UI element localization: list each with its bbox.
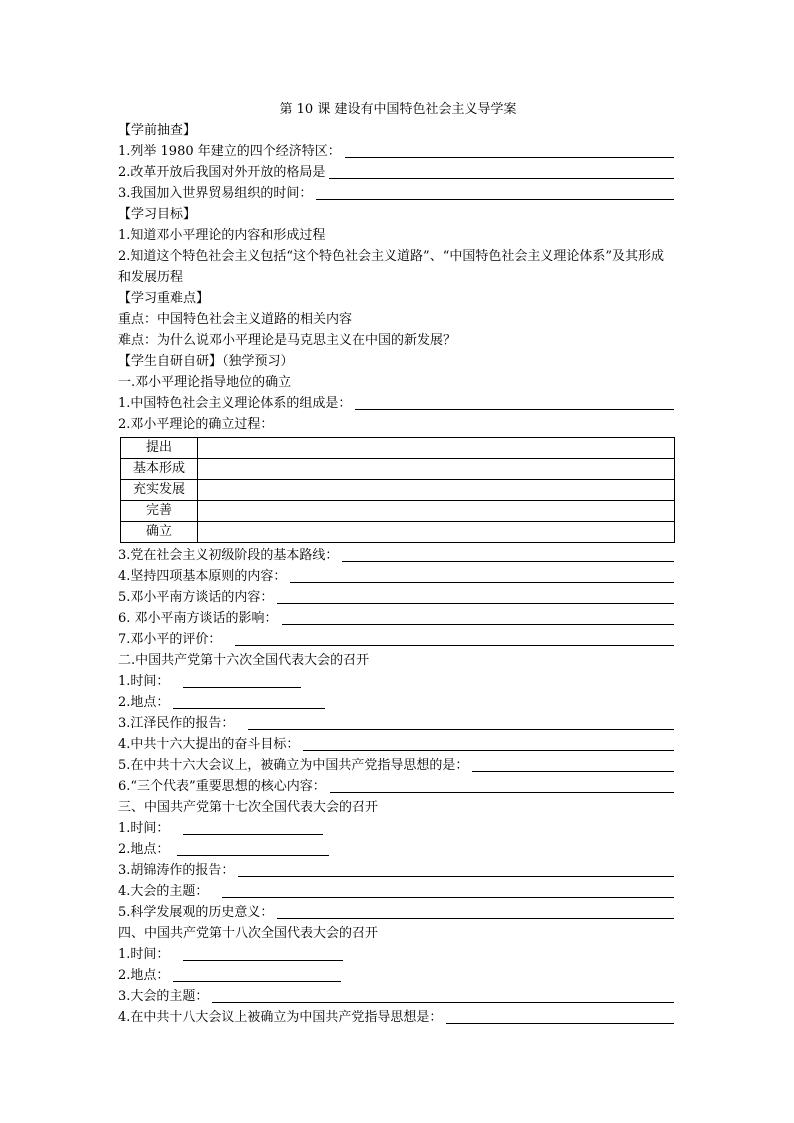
section-pre-check: 【学前抽查】 — [118, 123, 197, 138]
part1-q6: 6. 邓小平南方谈话的影响： — [118, 608, 674, 629]
section-key-points: 【学习重难点】 — [118, 291, 210, 306]
part4-q3: 3.大会的主题： — [118, 986, 674, 1007]
part3-q3: 3.胡锦涛作的报告： — [118, 860, 674, 881]
row-label: 充实发展 — [121, 480, 198, 501]
table-row — [121, 459, 675, 480]
answer-blank[interactable] — [277, 904, 674, 919]
answer-blank[interactable] — [355, 395, 674, 410]
answer-blank[interactable] — [222, 883, 674, 898]
part1-heading: 一.邓小平理论指导地位的确立 — [118, 375, 292, 390]
answer-blank[interactable] — [173, 967, 341, 982]
answer-blank[interactable] — [342, 547, 674, 562]
row-label: 提出 — [121, 438, 198, 459]
answer-blank[interactable] — [177, 841, 329, 856]
answer-blank[interactable] — [316, 185, 674, 200]
answer-cell[interactable] — [198, 522, 675, 543]
part1-q3: 3.党在社会主义初级阶段的基本路线： — [118, 545, 674, 566]
row-label: 完善 — [121, 501, 198, 522]
pre-check-q2: 2.改革开放后我国对外开放的格局是 — [118, 162, 674, 183]
table-row — [121, 522, 675, 543]
part2-q5: 5.在中共十六大会议上，被确立为中国共产党指导思想的是： — [118, 755, 674, 776]
answer-blank[interactable] — [173, 694, 325, 709]
answer-blank[interactable] — [212, 988, 674, 1003]
part3-q2: 2.地点： — [118, 839, 674, 860]
answer-blank[interactable] — [290, 568, 674, 583]
part4-q2: 2.地点： — [118, 965, 674, 986]
answer-blank[interactable] — [248, 715, 674, 730]
answer-cell[interactable] — [198, 480, 675, 501]
row-label: 基本形成 — [121, 459, 198, 480]
answer-cell[interactable] — [198, 438, 675, 459]
table-row — [121, 501, 675, 522]
part3-q5: 5.科学发展观的历史意义： — [118, 902, 674, 923]
part2-q1: 1.时间： — [118, 671, 674, 692]
page-title: 第 10 课 建设有中国特色社会主义导学案 — [279, 102, 517, 117]
part1-q5: 5.邓小平南方谈话的内容： — [118, 587, 674, 608]
answer-cell[interactable] — [198, 459, 675, 480]
pre-check-q1: 1.列举 1980 年建立的四个经济特区： — [118, 141, 674, 162]
part2-q6: 6.“三个代表”重要思想的核心内容： — [118, 776, 674, 797]
process-table — [120, 437, 675, 543]
part1-q1: 1.中国特色社会主义理论体系的组成是： — [118, 393, 674, 414]
part2-q2: 2.地点： — [118, 692, 674, 713]
part4-q4: 4.在中共十八大会议上被确立为中国共产党指导思想是： — [118, 1007, 674, 1028]
goal-1: 1.知道邓小平理论的内容和形成过程 — [118, 228, 326, 243]
answer-blank[interactable] — [183, 673, 301, 688]
answer-blank[interactable] — [329, 164, 674, 179]
table-row — [121, 438, 675, 459]
answer-blank[interactable] — [235, 631, 674, 646]
part1-q7: 7.邓小平的评价： — [118, 629, 674, 650]
part4-heading: 四、中国共产党第十八次全国代表大会的召开 — [118, 926, 379, 941]
difficult-point: 难点：为什么说邓小平理论是马克思主义在中国的新发展？ — [118, 333, 457, 348]
answer-blank[interactable] — [238, 862, 674, 877]
answer-blank[interactable] — [183, 946, 343, 961]
answer-blank[interactable] — [303, 736, 674, 751]
part2-heading: 二.中国共产党第十六次全国代表大会的召开 — [118, 653, 370, 668]
part1-q4: 4.坚持四项基本原则的内容： — [118, 566, 674, 587]
key-point: 重点：中国特色社会主义道路的相关内容 — [118, 312, 353, 327]
answer-blank[interactable] — [282, 610, 674, 625]
part2-q3: 3.江泽民作的报告： — [118, 713, 674, 734]
part4-q1: 1.时间： — [118, 944, 674, 965]
row-label: 确立 — [121, 522, 198, 543]
answer-blank[interactable] — [472, 757, 674, 772]
part3-q1: 1.时间： — [118, 818, 674, 839]
part3-q4: 4.大会的主题： — [118, 881, 674, 902]
worksheet-content — [118, 99, 674, 1028]
answer-blank[interactable] — [330, 778, 674, 793]
answer-blank[interactable] — [345, 143, 674, 158]
part2-q4: 4.中共十六大提出的奋斗目标： — [118, 734, 674, 755]
part3-heading: 三、中国共产党第十七次全国代表大会的召开 — [118, 800, 379, 815]
answer-blank[interactable] — [277, 589, 674, 604]
goal-2: 2.知道这个特色社会主义包括“这个特色社会主义道路”、“中国特色社会主义理论体系”及其形成和发展历程 — [118, 249, 664, 285]
answer-blank[interactable] — [183, 820, 323, 835]
answer-blank[interactable] — [446, 1009, 674, 1024]
part1-q2: 2.邓小平理论的确立过程： — [118, 417, 274, 432]
pre-check-q3: 3.我国加入世界贸易组织的时间： — [118, 183, 674, 204]
section-self-study: 【学生自研自研】（独学预习） — [118, 354, 294, 369]
answer-cell[interactable] — [198, 501, 675, 522]
section-goals: 【学习目标】 — [118, 207, 197, 222]
table-row — [121, 480, 675, 501]
self-study-note: （独学预习） — [222, 354, 294, 369]
